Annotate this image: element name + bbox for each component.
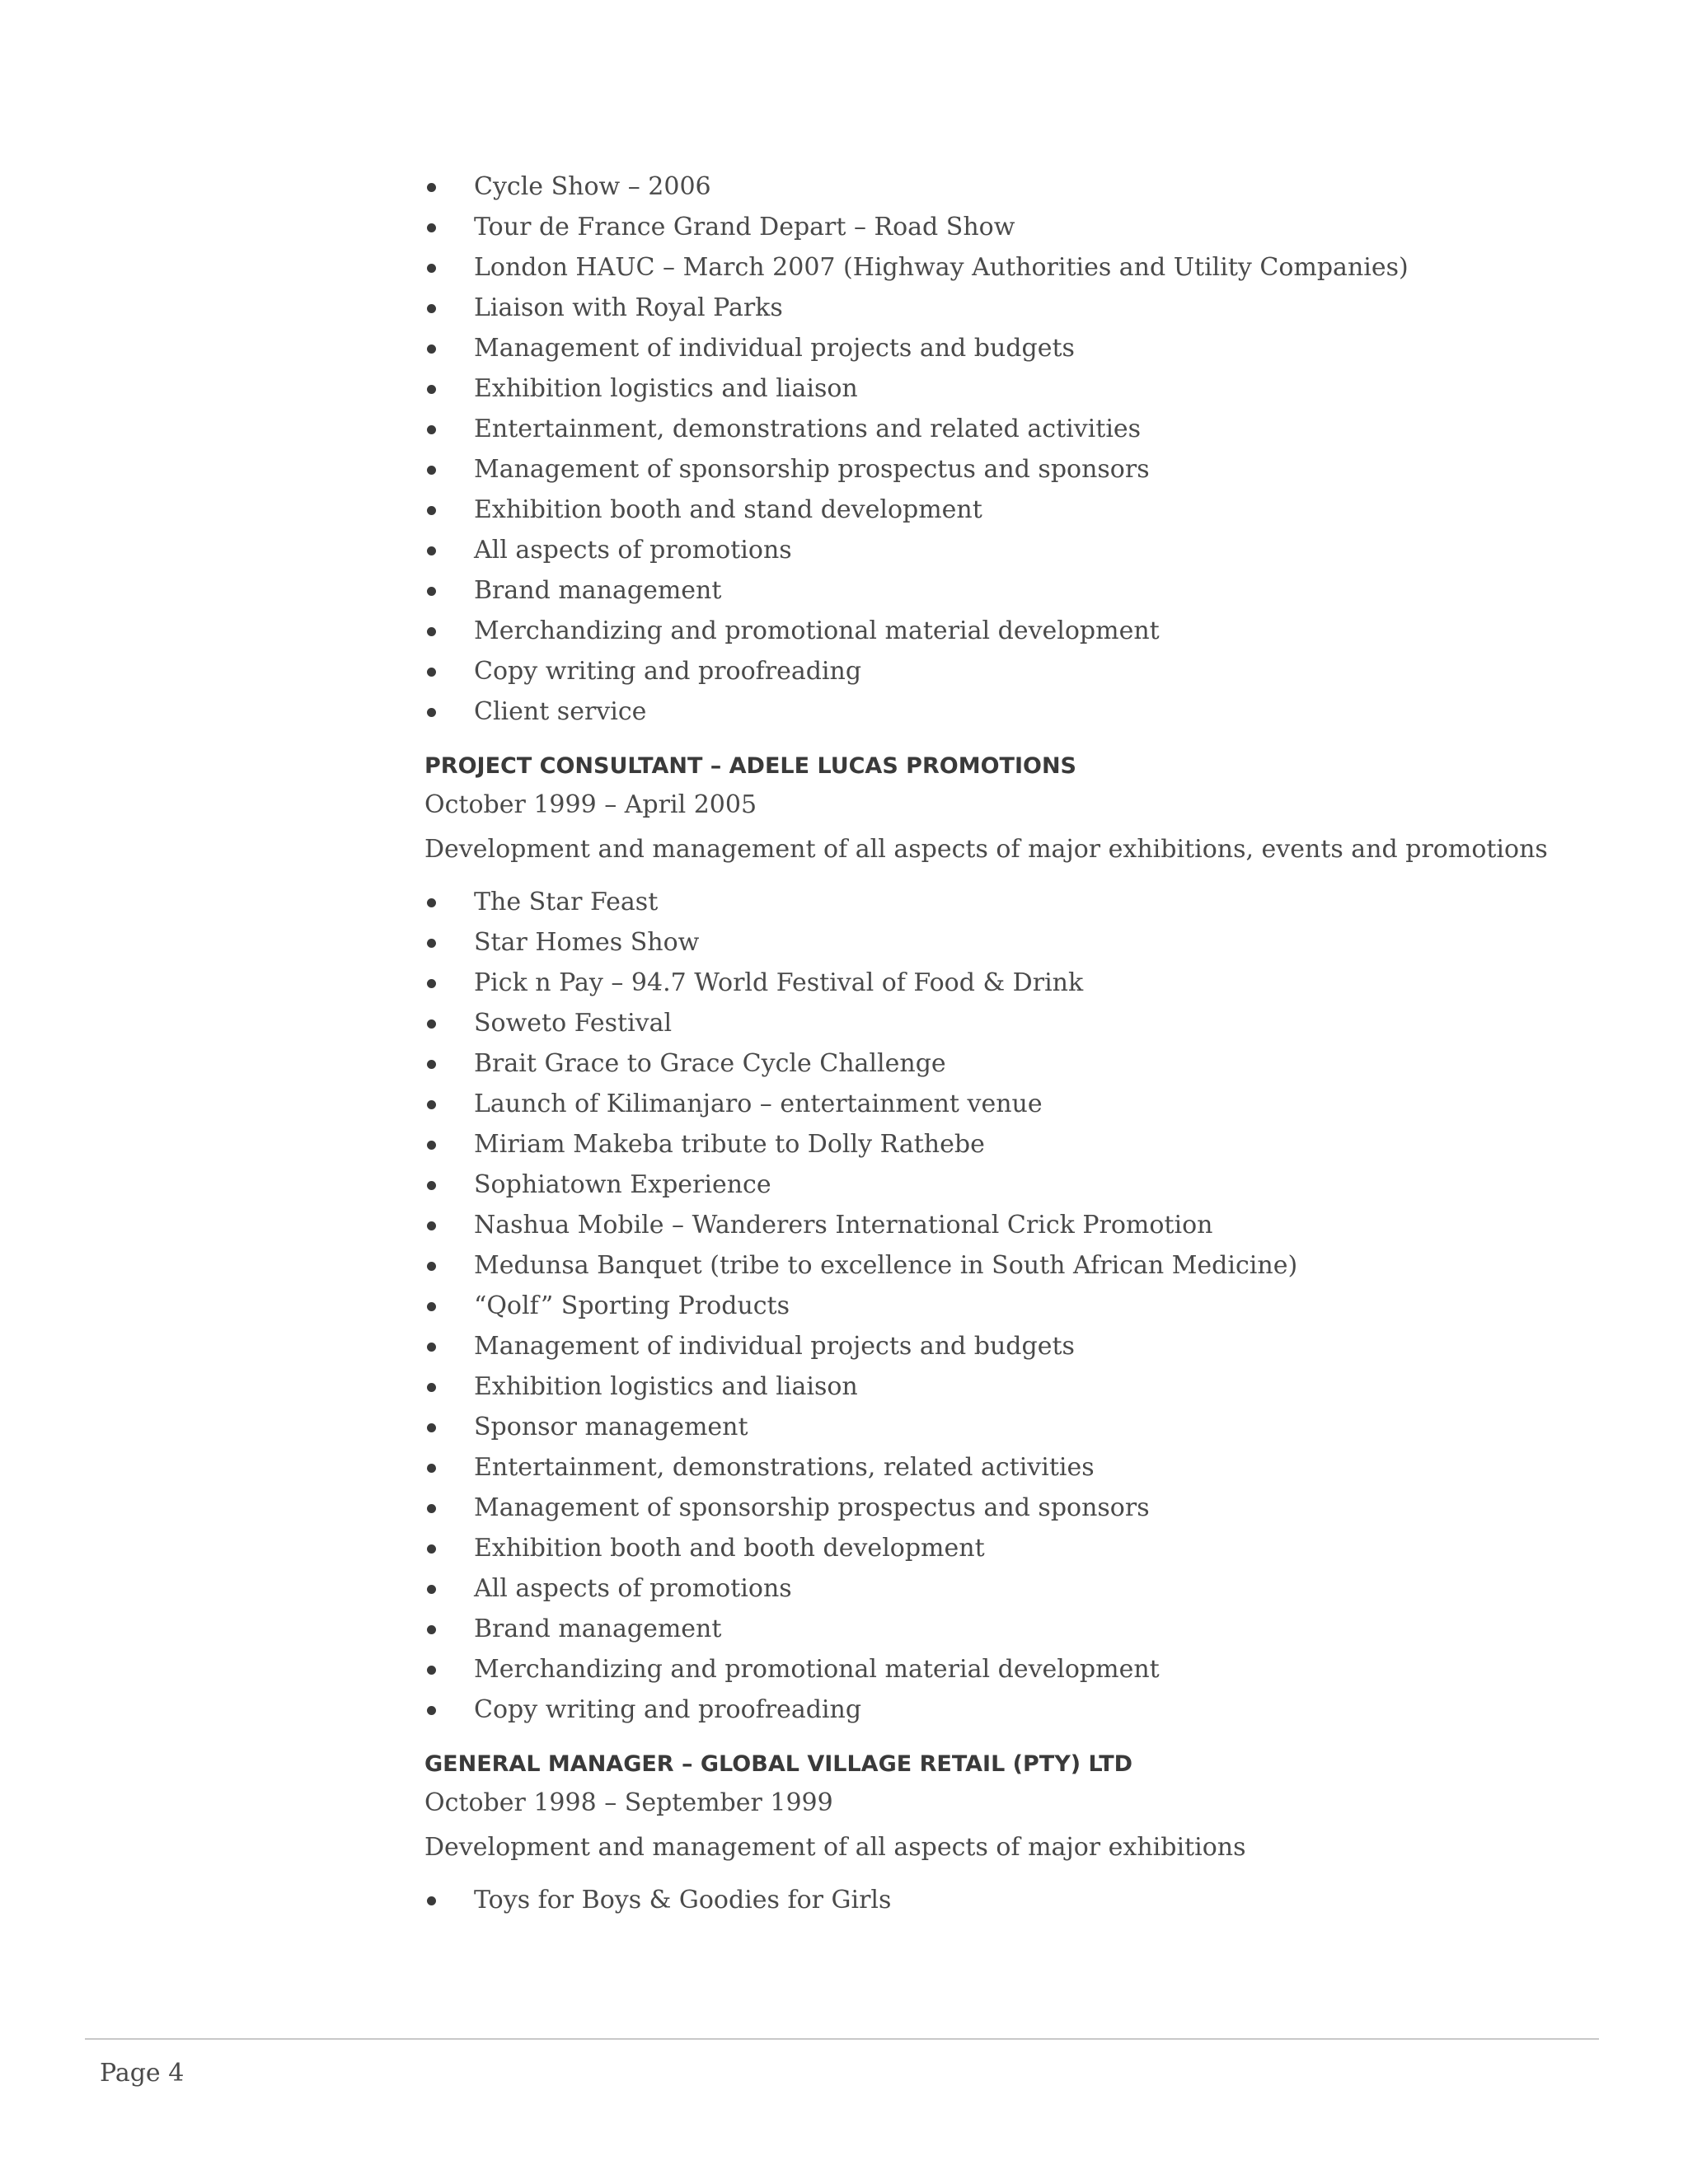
list-item: Tour de France Grand Depart – Road Show (424, 207, 1578, 247)
bullet-icon (427, 466, 436, 475)
bullet-icon (427, 1464, 436, 1473)
bullet-icon (427, 898, 436, 907)
bullet-icon (427, 264, 436, 273)
list-item: Launch of Kilimanjaro – entertainment venue (424, 1084, 1578, 1124)
bullet-icon (427, 183, 436, 192)
job-dates-global-village: October 1998 – September 1999 (424, 1788, 833, 1817)
bullet-icon (427, 1383, 436, 1392)
bullet-icon (427, 1221, 436, 1230)
bullet-icon (427, 1544, 436, 1554)
bullet-icon (427, 1302, 436, 1311)
bullet-icon (427, 1423, 436, 1432)
list-item: Cycle Show – 2006 (424, 166, 1578, 207)
list-item: Nashua Mobile – Wanderers International Crick Promotion (424, 1205, 1578, 1245)
list-item: Copy writing and proofreading (424, 651, 1578, 691)
list-item: Brait Grace to Grace Cycle Challenge (424, 1043, 1578, 1084)
bullet-icon (427, 546, 436, 555)
list-item: Brand management (424, 1609, 1578, 1649)
bullet-icon (427, 708, 436, 717)
bullet-icon (427, 1585, 436, 1594)
bullet-list-previous-role (424, 166, 1578, 732)
list-item: Management of sponsorship prospectus and sponsors (424, 449, 1578, 490)
bullet-icon (427, 668, 436, 677)
bullet-icon (427, 1504, 436, 1513)
bullet-icon (427, 344, 436, 354)
list-item: Medunsa Banquet (tribe to excellence in South African Medicine) (424, 1245, 1578, 1286)
job-description-global-village: Development and management of all aspects of major exhibitions (424, 1833, 1246, 1862)
list-item: Exhibition booth and stand development (424, 490, 1578, 530)
page-number: Page 4 (100, 2059, 185, 2088)
list-item: “Qolf” Sporting Products (424, 1286, 1578, 1326)
list-item: Toys for Boys & Goodies for Girls (424, 1880, 1578, 1920)
list-item: Merchandizing and promotional material development (424, 611, 1578, 651)
list-item: Merchandizing and promotional material development (424, 1649, 1578, 1690)
list-item: Management of individual projects and budgets (424, 328, 1578, 368)
bullet-icon (427, 223, 436, 232)
list-item: The Star Feast (424, 882, 1578, 922)
list-item: Pick n Pay – 94.7 World Festival of Food & Drink (424, 963, 1578, 1003)
list-item: London HAUC – March 2007 (Highway Authorities and Utility Companies) (424, 247, 1578, 288)
list-item: Star Homes Show (424, 922, 1578, 963)
bullet-icon (427, 939, 436, 948)
bullet-icon (427, 304, 436, 313)
bullet-icon (427, 1896, 436, 1905)
bullet-icon (427, 425, 436, 434)
list-item: Exhibition logistics and liaison (424, 368, 1578, 409)
list-item: Management of sponsorship prospectus and sponsors (424, 1488, 1578, 1528)
page-content (424, 166, 1578, 1920)
bullet-icon (427, 506, 436, 515)
job-title-global-village: GENERAL MANAGER – GLOBAL VILLAGE RETAIL (PTY) LTD (424, 1751, 1133, 1777)
bullet-icon (427, 1706, 436, 1715)
bullet-icon (427, 1262, 436, 1271)
list-item: Soweto Festival (424, 1003, 1578, 1043)
list-item: All aspects of promotions (424, 1568, 1578, 1609)
bullet-icon (427, 1141, 436, 1150)
list-item: Exhibition logistics and liaison (424, 1366, 1578, 1407)
bullet-icon (427, 1666, 436, 1675)
list-item: Liaison with Royal Parks (424, 288, 1578, 328)
bullet-icon (427, 385, 436, 394)
bullet-icon (427, 1060, 436, 1069)
bullet-icon (427, 587, 436, 596)
bullet-icon (427, 1625, 436, 1634)
job-dates-adele-lucas: October 1999 – April 2005 (424, 790, 757, 819)
list-item: All aspects of promotions (424, 530, 1578, 570)
footer-divider (85, 2038, 1599, 2040)
list-item: Entertainment, demonstrations, related activities (424, 1447, 1578, 1488)
job-title-adele-lucas: PROJECT CONSULTANT – ADELE LUCAS PROMOTIONS (424, 753, 1076, 779)
list-item: Miriam Makeba tribute to Dolly Rathebe (424, 1124, 1578, 1165)
bullet-icon (427, 1019, 436, 1029)
list-item: Brand management (424, 570, 1578, 611)
job-description-adele-lucas: Development and management of all aspects of major exhibitions, events and promotions (424, 835, 1548, 864)
list-item: Exhibition booth and booth development (424, 1528, 1578, 1568)
bullet-icon (427, 979, 436, 988)
bullet-icon (427, 1181, 436, 1190)
list-item: Copy writing and proofreading (424, 1690, 1578, 1730)
bullet-list-global-village (424, 1880, 1578, 1920)
bullet-icon (427, 627, 436, 636)
bullet-icon (427, 1100, 436, 1109)
list-item: Sponsor management (424, 1407, 1578, 1447)
list-item: Entertainment, demonstrations and related activities (424, 409, 1578, 449)
list-item: Management of individual projects and budgets (424, 1326, 1578, 1366)
list-item: Client service (424, 691, 1578, 732)
bullet-icon (427, 1343, 436, 1352)
list-item: Sophiatown Experience (424, 1165, 1578, 1205)
bullet-list-adele-lucas (424, 882, 1578, 1730)
